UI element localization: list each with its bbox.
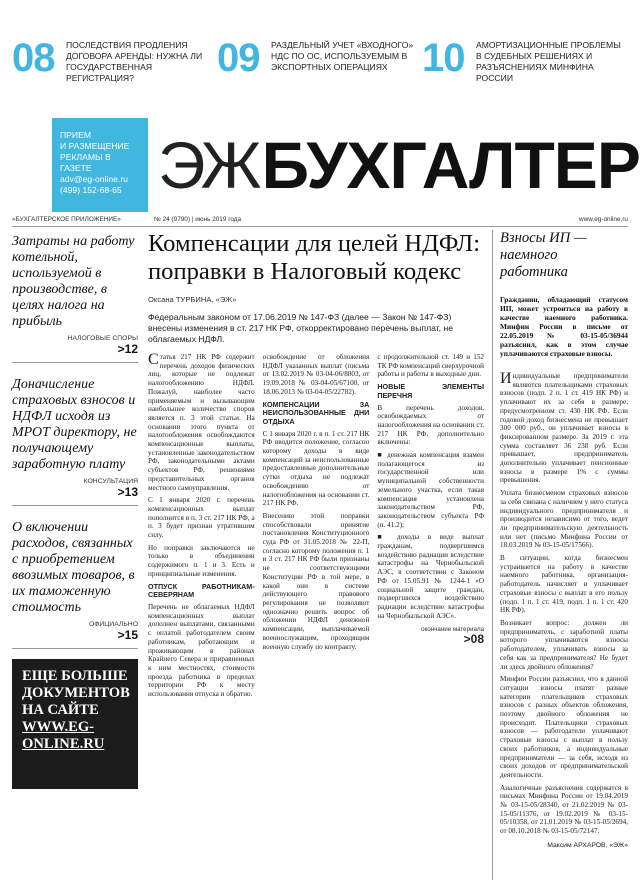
article-paragraph: Индивидуальные предприниматели являются плательщиками страховых взносов (подп. 2 п. 1 ст. 419 НК РФ) и уплачивают их за себя в размере, предусмотренном ст. 430 НК РФ. Если годовой доход бизнесмена не превышает 300 000 руб., он уплачивает взносы в фиксированном размере. За 2019 г. эта сумма составляет 36 238 руб. Если превышает, предприниматель дополнительно уплачивает пенсионные взносы в размере 1% с суммы превышения. bbox=[500, 370, 628, 485]
promo-item[interactable] bbox=[12, 363, 138, 506]
logo-title: БУХГАЛТЕР bbox=[261, 128, 640, 202]
supplement-label: «БУХГАЛТЕРСКОЕ ПРИЛОЖЕНИЕ» bbox=[12, 216, 121, 223]
right-column bbox=[492, 230, 628, 880]
promo-section: ОФИЦИАЛЬНО bbox=[88, 621, 138, 628]
website-promo-box bbox=[12, 659, 138, 789]
article-paragraph: С 1 января 2020 г. в п. 1 ст. 217 НК РФ вводится положение, согласно которому доходы в виде компенсаций за неиспользованные предоставленные дополнительные сутки отдыха не подлежат освобождению от налогообложения на основании ст. 217 НК РФ. bbox=[262, 429, 370, 508]
promo-item[interactable] bbox=[12, 506, 138, 649]
article-column-3 bbox=[377, 353, 484, 703]
teaser-text[interactable]: РАЗДЕЛЬНЫЙ УЧЕТ «ВХОДНОГО» НДС ПО ОС, ИСПОЛЬЗУЕМЫМ В ЭКСПОРТНЫХ ОПЕРАЦИЯХ bbox=[271, 40, 414, 72]
continued-label: окончание материала bbox=[421, 626, 485, 634]
article-columns bbox=[148, 353, 484, 703]
logo-prefix: ЭЖ bbox=[158, 128, 258, 202]
teaser-item[interactable] bbox=[217, 38, 422, 96]
promo-page[interactable]: >13 bbox=[117, 485, 138, 499]
teaser-strip bbox=[12, 38, 628, 96]
promo-section: КОНСУЛЬТАЦИЯ bbox=[83, 478, 138, 485]
article-column-1 bbox=[148, 353, 255, 703]
ad-box bbox=[52, 118, 148, 212]
teaser-text[interactable]: ПОСЛЕДСТВИЯ ПРОДЛЕНИЯ ДОГОВОРА АРЕНДЫ: НУЖНА ЛИ ГОСУДАРСТВЕННАЯ РЕГИСТРАЦИЯ? bbox=[66, 40, 203, 83]
promo-item[interactable] bbox=[12, 230, 138, 363]
article-paragraph: Внесению этой поправки способствовали принятие постановления Конституционного суда РФ от 31.05.2018 № 22-П, согласно которому положения п. 1 и 3 ст. 217 НК РФ были признаны не соответствующими Конституции РФ в той мере, в какой они в системе действующего правового регулирования не позволяют однозначно решить вопрос об обложении НДФЛ денежной компенсации, выплачиваемой военнослужащим, проходящим военную службу по контракту. bbox=[262, 511, 370, 651]
teaser-page-number: 08 bbox=[12, 36, 55, 80]
article-paragraph: Статья 217 НК РФ содержит перечень доходов физических лиц, которые не подлежат налогообложению НДФЛ. Пожалуй, наиболее часто применяемым и вызывающим наибольшее количество споров является п. 3 этой статьи. На основании этого пункта от налогообложения освобождаются компенсационные выплаты, установленные законодательством РФ, законодательными актами субъектов РФ, решениями представительных органов местного самоуправления. bbox=[148, 351, 255, 492]
article-paragraph: Перечень не облагаемых НДФЛ компенсационных выплат дополнен выплатами, связанными с оплатой работодателем своим работникам, работающим и проживающим в районах Крайнего Севера и приравненных к ним местностях, стоимости проезда работника в пределах территории РФ к месту использования отпуска и обратно. bbox=[148, 602, 255, 699]
issue-number: № 24 (9790) | июнь 2019 года bbox=[154, 216, 242, 223]
right-article-title: Взносы ИП — наемного работника bbox=[500, 230, 587, 280]
right-article-intro: Гражданин, обладающий статусом ИП, может устроиться на работу в качестве наемного работника. Минфин России в письме от 22.05.2019 № 03-15-05/36944 разъяснил, как в этом случае уплачиваются страховые взносы. bbox=[500, 295, 628, 358]
right-article-signature: Максим АРХАРОВ, «ЭЖ» bbox=[547, 841, 628, 849]
article-subheading: КОМПЕНСАЦИИ ЗА НЕИСПОЛЬЗОВАННЫЕ ДНИ ОТДЫХА bbox=[262, 399, 370, 426]
article-headline: Компенсации для целей НДФЛ: поправки в Налоговый кодекс bbox=[148, 230, 481, 285]
teaser-item[interactable] bbox=[422, 38, 627, 96]
article-paragraph: Но поправки заключаются не только в объединении содержимого п. 1 и 3. Есть и принципиальные изменения. bbox=[148, 543, 255, 578]
article-paragraph: В ситуации, когда бизнесмен устраивается на работу в качестве наемного работника, организация-работодатель начисляет и уплачивает страховые взносы с выплат в его пользу (подп. 1 п. 1 ст. 419, подп. 1 п. 1 ст. 420 НК РФ). bbox=[500, 554, 628, 615]
continued-page-link[interactable]: >08 bbox=[463, 632, 485, 647]
article-paragraph: С 1 января 2020 г. перечень компенсационных выплат пополнится в п. 3 ст. 217 НК РФ, а п. 3 будет признан утратившим силу. bbox=[148, 496, 255, 540]
article-paragraph: ■ доходы в виде выплат гражданам, подвергшимся воздействию радиации вследствие катастрофы на Чернобыльской АЭС, в соответствии с Законом РФ от 15.05.91 № 1244-1 «О социальной защите граждан, подвергшихся воздействию радиации вследствие катастрофы на Чернобыльской АЭС». bbox=[377, 533, 485, 620]
right-article-body bbox=[500, 372, 628, 836]
article-subheading: НОВЫЕ ЭЛЕМЕНТЫ ПЕРЕЧНЯ bbox=[377, 382, 485, 400]
article-paragraph: Минфин России разъяснил, что в данной ситуации взносы платят разные категории плательщиков страховых взносов с разных объектов обложения, поэтому двойного обложения не происходит. Плательщики страховых взносов — работодатели уплачивают страховые взносы с выплат в пользу своих работников, а индивидуальные предприниматели — за себя, исходя из своих доходов от предпринимательской деятельности. bbox=[500, 675, 628, 779]
left-sidebar bbox=[12, 230, 138, 789]
article-paragraph: ■ денежная компенсация взамен полагающегося из государственной или муниципальной собственности земельного участка, если такая компенсация установлена законодательством РФ, законодательством субъекта РФ (п. 41.2); bbox=[377, 451, 485, 529]
teaser-page-number: 10 bbox=[422, 36, 465, 80]
teaser-item[interactable] bbox=[12, 38, 217, 96]
promo-title[interactable]: Доначисление страховых взносов и НДФЛ исходя из МРОТ директору, не получающему заработную плату bbox=[12, 377, 137, 472]
teaser-text[interactable]: АМОРТИЗАЦИОННЫЕ ПРОБЛЕМЫ В СУДЕБНЫХ РЕШЕНИЯХ И РАЗЪЯСНЕНИЯХ МИНФИНА РОССИИ bbox=[476, 40, 621, 83]
ad-line: И РАЗМЕЩЕНИЕ bbox=[60, 141, 130, 151]
promo-title[interactable]: Затраты на работу котельной, используемой в производстве, в целях налога на прибыль bbox=[12, 234, 135, 329]
article-paragraph: Аналогичные разъяснения содержатся в письмах Минфина России от 19.04.2019 № 03-15-05/28340, от 21.02.2019 № 03-15-05/11376, от 19.02.2019 № 03-15-05/10358, от 21.01.2019 № 03-15-05/2694, от 08.10.2018 № 03-15-05/72147. bbox=[500, 783, 628, 836]
ad-line: ПРИЕМ bbox=[60, 130, 91, 140]
article-paragraph: Возникает вопрос: должен ли предприниматель, с заработной платы которого уплачиваются взносы работодателем, уплачивать взносы за себя как за предпринимателя? Не будет ли здесь двойного обложения? bbox=[500, 618, 628, 671]
article-paragraph: Уплата бизнесменом страховых взносов за себя связана с наличием у него статуса индивидуального предпринимателя и производится независимо от того, ведет ли предпринимательскую деятельность или нет (письмо Минфина России от 18.03.2019 № 03-15-05/17566). bbox=[500, 489, 628, 550]
article-byline: Оксана ТУРБИНА, «ЭЖ» bbox=[148, 295, 237, 304]
article-paragraph: В перечень доходов, освобождаемых от налогообложения на основании ст. 217 НК РФ, дополнительно включены: bbox=[377, 403, 485, 447]
newspaper-logo bbox=[158, 118, 640, 212]
ad-phone: (499) 152-68-65 bbox=[60, 185, 122, 195]
website-link[interactable]: WWW.EG-ONLINE.RU bbox=[22, 719, 105, 752]
article-column-2 bbox=[263, 353, 370, 703]
issue-meta-bar bbox=[12, 213, 628, 227]
promo-section: НАЛОГОВЫЕ СПОРЫ bbox=[67, 335, 138, 342]
promo-title[interactable]: О включении расходов, связанных с приобретением ввозимых товаров, в их таможенную стоимость bbox=[12, 520, 135, 615]
site-link[interactable]: www.eg-online.ru bbox=[578, 216, 628, 223]
article-paragraph: освобождение от обложения НДФЛ указанных выплат (письма от 13.02.2019 № 03-04-06/8803, от 19.09.2018 № 03-04-05/67100, от 18.06.2013 № 03-04-05/22782). bbox=[262, 353, 370, 396]
teaser-page-number: 09 bbox=[217, 36, 260, 80]
promo-page[interactable]: >15 bbox=[117, 628, 138, 642]
main-article bbox=[148, 230, 484, 703]
ad-line: РЕКЛАМЫ В ГАЗЕТЕ bbox=[60, 152, 111, 173]
website-promo-text: ЕЩЕ БОЛЬШЕ ДОКУМЕНТОВ НА САЙТЕ bbox=[22, 668, 130, 718]
article-subheading: ОТПУСК РАБОТНИКАМ-СЕВЕРЯНАМ bbox=[148, 581, 255, 600]
article-paragraph: с продолжительной ст. 149 и 152 ТК РФ компенсаций сверхурочной работы и работы в выходные дни. bbox=[377, 353, 485, 379]
ad-email-link[interactable]: adv@eg-online.ru bbox=[60, 174, 128, 184]
article-lead: Федеральным законом от 17.06.2019 № 147-ФЗ (далее — Закон № 147-ФЗ) внесены изменения в ст. 217 НК РФ, откорректировано перечень выплат, не облагаемых НДФЛ. bbox=[148, 312, 453, 344]
promo-page[interactable]: >12 bbox=[117, 342, 138, 356]
